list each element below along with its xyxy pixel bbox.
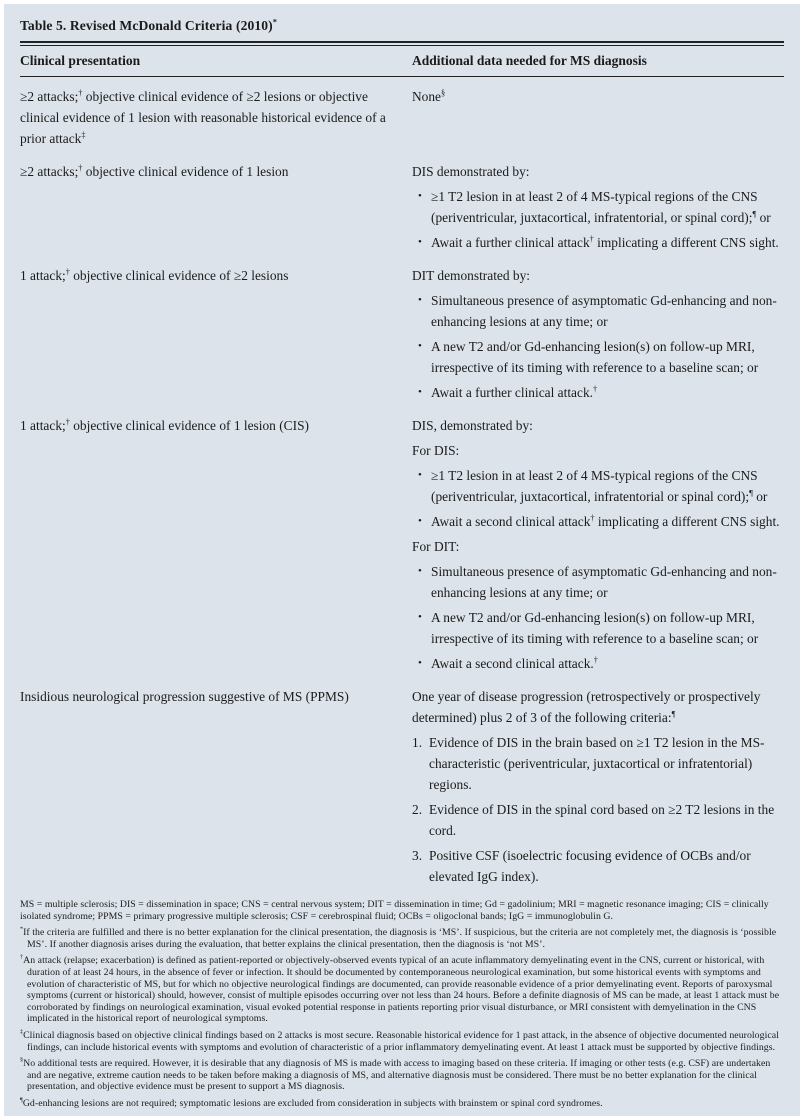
footnote-marker: † <box>20 955 24 962</box>
bullet-item <box>412 653 782 674</box>
bullet-text: ≥1 T2 lesion in at least 2 of 4 MS-typical regions of the CNS (periventricular, juxtacortical, infratentorial, or spinal cord);¶ or <box>431 189 771 225</box>
item-number: 2. <box>412 802 423 817</box>
clinical-presentation-cell: Insidious neurological progression suggestive of MS (PPMS) <box>20 689 349 704</box>
bullet-item <box>412 511 782 532</box>
paragraph: None§ <box>412 88 446 104</box>
bullet-item <box>412 186 782 228</box>
bullet-dot-icon: • <box>418 515 422 527</box>
bullet-text: Await a further clinical attack.† <box>431 384 598 400</box>
superscript-marker: ‡ <box>81 130 86 140</box>
bullet-dot-icon: • <box>418 469 422 481</box>
footnote-marker: ‡ <box>20 1029 24 1036</box>
table-row <box>20 415 784 674</box>
bullet-item <box>412 382 782 403</box>
numbered-item <box>412 799 782 841</box>
bullet-item <box>412 336 782 378</box>
bullet-text: A new T2 and/or Gd-enhancing lesion(s) on follow-up MRI, irrespective of its timing with reference to a baseline scan; or <box>431 339 759 375</box>
bullet-item <box>412 561 782 603</box>
bullet-text: Await a second clinical attack† implicating a different CNS sight. <box>431 513 780 529</box>
item-text: Evidence of DIS in the spinal cord based on ≥2 T2 lesions in the cord. <box>429 802 775 838</box>
bullet-text: A new T2 and/or Gd-enhancing lesion(s) on follow-up MRI, irrespective of its timing with reference to a baseline scan; or <box>431 610 759 646</box>
bullet-dot-icon: • <box>418 236 422 248</box>
superscript-marker: ¶ <box>752 209 757 219</box>
paragraph: One year of disease progression (retrospectively or prospectively determined) plus 2 of 3 of the following criteria:¶ <box>412 689 761 725</box>
bullet-dot-icon: • <box>418 340 422 352</box>
additional-data-cell <box>412 161 784 253</box>
footnote: ‡Clinical diagnosis based on objective clinical findings based on 2 attacks is most secure. Reasonable historical evidence for 1 past attack, in the absence of objective documented neurological findings, can include historical events with symptoms and evolution of characteristic of a prior inflammatory demyelinating event. At least 1 attack must be supported by objective findings. <box>20 1029 779 1053</box>
bullet-dot-icon: • <box>418 565 422 577</box>
additional-data-cell <box>412 686 784 887</box>
footnote-marker: * <box>20 926 24 933</box>
numbered-item <box>412 732 782 795</box>
clinical-presentation-cell: 1 attack;† objective clinical evidence of ≥2 lesions <box>20 267 289 283</box>
footnote: †An attack (relapse; exacerbation) is defined as patient-reported or objectively-observed events typical of an acute inflammatory demyelinating event in the CNS, current or historical, with duration of at least 24 hours, in the absence of fever or infection. It should be documented by contemporaneous neurological examination, but some historical events with symptoms and evolution of characteristic of MS, but for which no objective neurological findings are documented, can provide reasonable evidence of a prior demyelinating event. Reports of paroxysmal symptoms (current or historical) should, however, consist of multiple episodes occurring over not less than 24 hours. Before a definite diagnosis of MS can be made, at least 1 attack must be corroborated by findings on neurological examination, visual evoked potential response in patients reporting prior visual disturbance, or MRI consistent with demyelination in the CNS implicated in the historical report of neurological symptoms. <box>20 955 780 1025</box>
numbered-item <box>412 845 782 887</box>
paragraph: For DIT: <box>412 539 460 554</box>
header-additional-data: Additional data needed for MS diagnosis <box>412 53 647 68</box>
table-header-row <box>20 46 784 76</box>
paragraph: For DIS: <box>412 443 460 458</box>
bullet-item <box>412 290 782 332</box>
clinical-presentation-cell: ≥2 attacks;† objective clinical evidence of ≥2 lesions or objective clinical evidence of 1 lesion with reasonable historical evidence of a prior attack‡ <box>20 88 386 146</box>
bullet-item <box>412 232 782 253</box>
clinical-presentation-cell: ≥2 attacks;† objective clinical evidence of 1 lesion <box>20 163 289 179</box>
item-text: Positive CSF (isoelectric focusing evidence of OCBs and/or elevated IgG index). <box>429 848 751 884</box>
bullet-dot-icon: • <box>418 294 422 306</box>
item-number: 3. <box>412 848 423 863</box>
table-row <box>20 161 784 253</box>
footnote: §No additional tests are required. However, it is desirable that any diagnosis of MS is made with access to imaging based on these criteria. If imaging or other tests (e.g. CSF) are undertaken and are negative, extreme caution needs to be taken before making a diagnosis of MS, and alternative diagnosis must be considered. There must be no better explanation for the clinical presentation, and objective evidence must be present to support a MS diagnosis. <box>20 1057 771 1093</box>
bullet-text: ≥1 T2 lesion in at least 2 of 4 MS-typical regions of the CNS (periventricular, juxtacortical, infratentorial or spinal cord);¶ or <box>431 468 768 504</box>
bullet-text: Await a second clinical attack.† <box>431 655 598 671</box>
superscript-marker: * <box>272 16 278 27</box>
superscript-marker: † <box>65 267 70 277</box>
item-number: 1. <box>412 735 423 750</box>
additional-data-cell <box>412 415 784 674</box>
superscript-marker: † <box>78 88 83 98</box>
superscript-marker: † <box>65 417 70 427</box>
bullet-text: Await a further clinical attack† implicating a different CNS sight. <box>431 234 779 250</box>
table-body <box>20 77 784 887</box>
footnotes-section <box>20 899 784 1110</box>
bullet-text: Simultaneous presence of asymptomatic Gd-enhancing and non-enhancing lesions at any time; or <box>431 564 777 600</box>
table-panel <box>4 4 800 1116</box>
superscript-marker: † <box>78 163 83 173</box>
superscript-marker: † <box>589 234 594 244</box>
additional-data-cell <box>412 265 784 403</box>
clinical-presentation-cell: 1 attack;† objective clinical evidence of 1 lesion (CIS) <box>20 417 309 433</box>
bullet-item <box>412 607 782 649</box>
bullet-dot-icon: • <box>418 611 422 623</box>
footnote-marker: ¶ <box>20 1097 23 1104</box>
paragraph: DIS demonstrated by: <box>412 164 530 179</box>
table-row <box>20 86 784 149</box>
bullet-item <box>412 465 782 507</box>
bullet-dot-icon: • <box>418 386 422 398</box>
superscript-marker: ¶ <box>671 709 676 719</box>
footnote: MS = multiple sclerosis; DIS = dissemination in space; CNS = central nervous system; DIT = dissemination in time; Gd = gadolinium; MRI = magnetic resonance imaging; CIS = clinically isolated syndrome; PPMS = primary progressive multiple sclerosis; CSF = cerebrospinal fluid; OCBs = oligoclonal bands; IgG = immunoglobulin G. <box>20 899 769 922</box>
table-row <box>20 265 784 403</box>
bullet-text: Simultaneous presence of asymptomatic Gd-enhancing and non-enhancing lesions at any time; or <box>431 293 777 329</box>
bullet-dot-icon: • <box>418 190 422 202</box>
paragraph: DIT demonstrated by: <box>412 268 531 283</box>
footnote-marker: § <box>20 1057 24 1064</box>
bullet-dot-icon: • <box>418 657 422 669</box>
superscript-marker: § <box>441 88 446 98</box>
table-row <box>20 686 784 887</box>
table-title: Table 5. Revised McDonald Criteria (2010)* <box>20 16 278 33</box>
superscript-marker: ¶ <box>749 488 753 498</box>
footnote: ¶Gd-enhancing lesions are not required; symptomatic lesions are excluded from consideration in subjects with brainstem or spinal cord syndromes. <box>20 1097 603 1109</box>
item-text: Evidence of DIS in the brain based on ≥1 T2 lesion in the MS-characteristic (periventricular, juxtacortical or infratentorial) regions. <box>429 735 765 792</box>
superscript-marker: † <box>592 384 598 394</box>
paragraph: DIS, demonstrated by: <box>412 418 533 433</box>
superscript-marker: † <box>590 513 595 523</box>
header-clinical-presentation: Clinical presentation <box>20 53 141 68</box>
footnote: *If the criteria are fulfilled and there is no better explanation for the clinical presentation, the diagnosis is ‘MS’. If suspicious, but the criteria are not completely met, the diagnosis is ‘possible MS’. If another diagnosis arises during the evaluation, that better explains the clinical presentation, then the diagnosis is ‘not MS’. <box>20 926 777 950</box>
superscript-marker: † <box>593 655 598 665</box>
additional-data-cell <box>412 86 784 149</box>
